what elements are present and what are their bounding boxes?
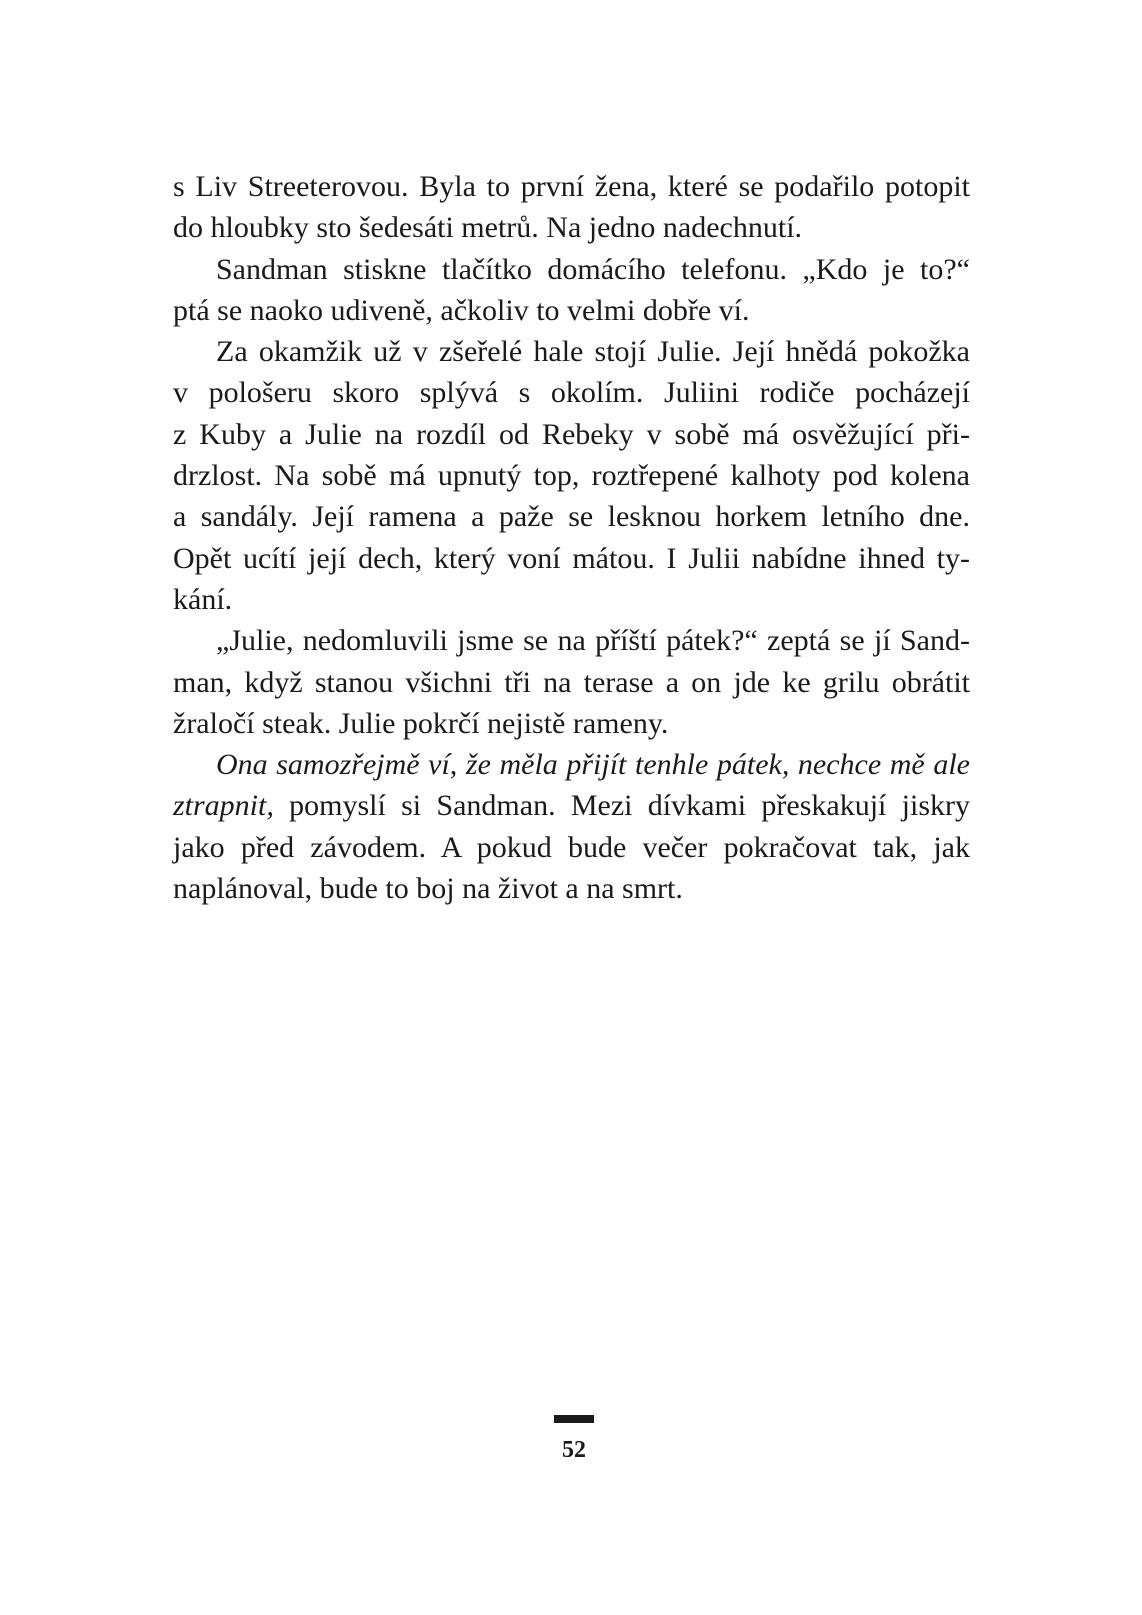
italic-thought: Ona samozřejmě ví, že měla přijít tenhle pátek, nechce mě ale xyxy=(216,748,970,782)
page-number-rule xyxy=(554,1415,594,1423)
text-line: „Julie, nedomluvili jsme se na příští pátek?“ zeptá se jí Sand- xyxy=(216,624,970,658)
paragraph-1 xyxy=(173,166,970,249)
text-line: man, když stanou všichni tři na terase a on jde ke grilu obrátit xyxy=(173,665,970,699)
paragraph-4 xyxy=(173,620,970,744)
text-line: kání. xyxy=(173,582,233,616)
text-line: jako před závodem. A pokud bude večer pokračovat tak, jak xyxy=(173,830,970,864)
text-line: žraločí steak. Julie pokrčí nejistě rameny. xyxy=(173,706,669,740)
text-line: Sandman stiskne tlačítko domácího telefonu. „Kdo je to?“ xyxy=(216,252,970,286)
text-line xyxy=(173,785,970,826)
body-text xyxy=(173,166,970,909)
italic-thought: ztrapnit, xyxy=(173,789,274,823)
text-line: Za okamžik už v zšeřelé hale stojí Julie. Její hnědá pokožka xyxy=(216,335,970,369)
text-line xyxy=(173,744,970,785)
paragraph-3 xyxy=(173,331,970,620)
text-line: naplánoval, bude to boj na život a na smrt. xyxy=(173,872,683,906)
paragraph-5 xyxy=(173,744,970,909)
text-line: a sandály. Její ramena a paže se lesknou horkem letního dne. xyxy=(173,500,970,534)
text-line: do hloubky sto šedesáti metrů. Na jedno nadechnutí. xyxy=(173,211,803,245)
text-line: ptá se naoko udiveně, ačkoliv to velmi dobře ví. xyxy=(173,293,750,327)
paragraph-2 xyxy=(173,249,970,332)
text-line: z Kuby a Julie na rozdíl od Rebeky v sobě má osvěžující při- xyxy=(173,417,970,451)
text-line: s Liv Streeterovou. Byla to první žena, které se podařilo potopit xyxy=(173,170,970,203)
text-span: pomyslí si Sandman. Mezi dívkami přeskakují jiskry xyxy=(273,789,970,823)
text-line: drzlost. Na sobě má upnutý top, roztřepené kalhoty pod kolena xyxy=(173,459,970,493)
text-line: Opět ucítí její dech, který voní mátou. I Julii nabídne ihned ty- xyxy=(173,541,970,575)
text-line: v pološeru skoro splývá s okolím. Juliini rodiče pocházejí xyxy=(173,376,970,410)
page-number: 52 xyxy=(562,1437,586,1463)
